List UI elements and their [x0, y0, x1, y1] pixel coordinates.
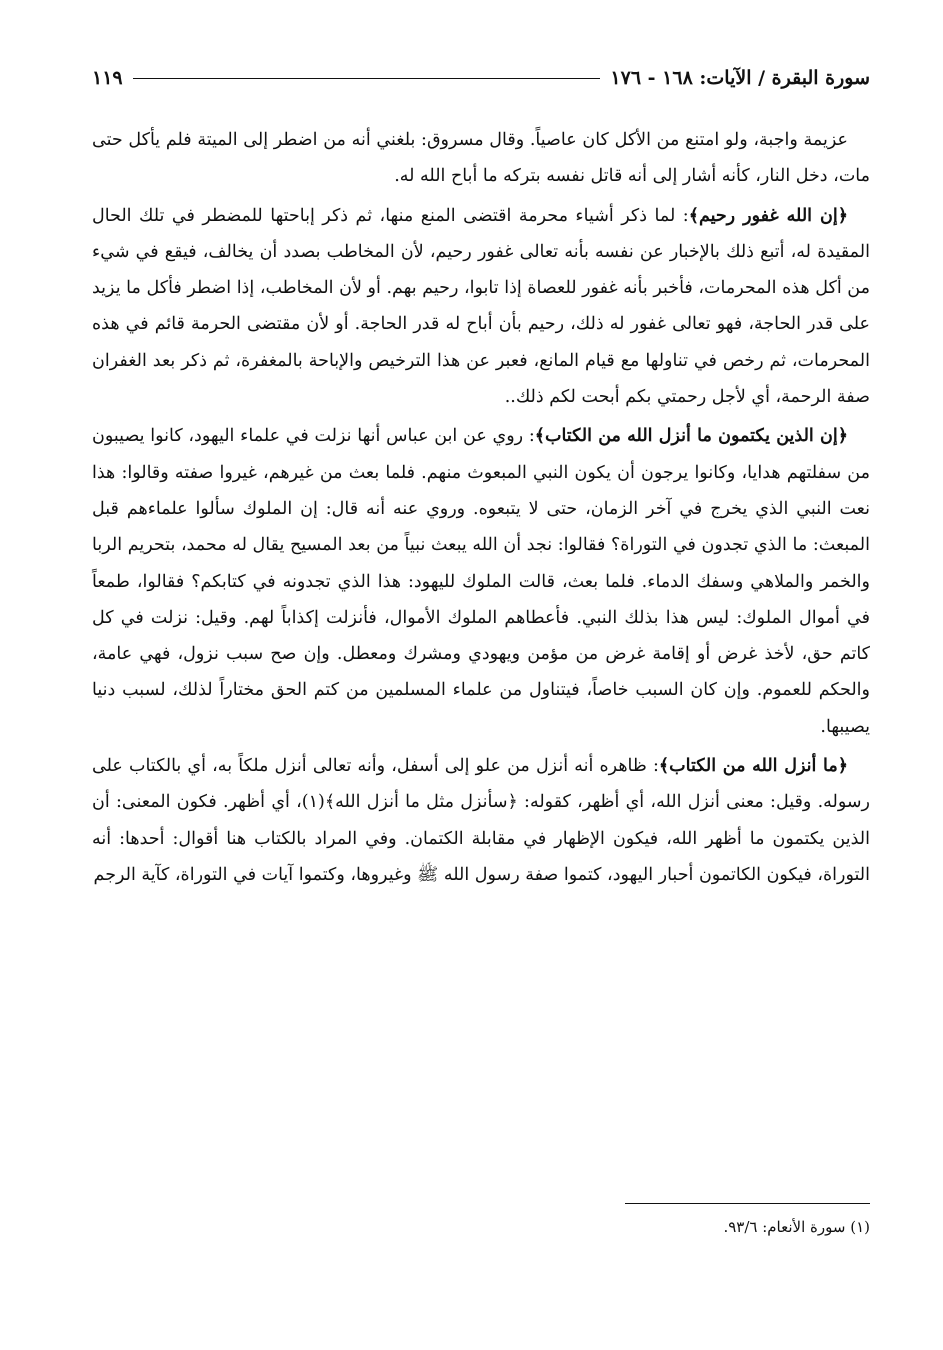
page-body: [92, 122, 870, 896]
header-rule: [133, 78, 601, 79]
page-number: ١١٩: [92, 67, 123, 89]
paragraph-4-lead: ﴿ما أنزل الله من الكتاب﴾: [658, 756, 848, 777]
paragraph-4: [92, 748, 870, 893]
page-header: [92, 58, 870, 98]
paragraph-3-text: : روي عن ابن عباس أنها نزلت في علماء اليهود، كانوا يصيبون من سفلتهم هدايا، وكانوا يرجون أن يكون النبي المبعوث منهم. فلما بعث من غيرهم، غيروا صفته وقالوا: هذا نعت النبي الذي يخرج في آخر الزمان، حتى لا يتبعوه. وروي عنه أنه قال: إن الملوك سألوا علماءهم قبل المبعث: ما الذي تجدون في التوراة؟ فقالوا: نجد أن الله يبعث نبياً من بعد المسيح يقال له محمد، بتحريم الربا والخمر والملاهي وسفك الدماء. فلما بعث، قالت الملوك لليهود: هذا الذي تجدونه في كتابكم؟ فقالوا، طمعاً في أموال الملوك: ليس هذا بذلك النبي. فأعطاهم الملوك الأموال، فأنزلت إكذاباً لهم. وقيل: نزلت في كل كاتم حق، لأخذ غرض أو إقامة غرض من مؤمن ويهودي ومشرك ومعطل. وإن صح سبب نزول، فهي عامة، والحكم للعموم. وإن كان السبب خاصاً، فيتناول من علماء المسلمين من كتم الحق مختاراً لذلك، لسبب دنيا يصيبها.: [92, 426, 870, 737]
paragraph-2: [92, 198, 870, 416]
paragraph-4-text: : ظاهره أنه أنزل من علو إلى أسفل، وأنه تعالى أنزل ملكاً به، أي بالكتاب على رسوله. وقيل: معنى أنزل الله، أي أظهر، كقوله: ﴿سأنزل مثل ما أنزل الله﴾(١)، أي أظهر. فكون المعنى: أن الذين يكتمون ما أظهر الله، فيكون الإظهار في مقابلة الكتمان. وفي المراد بالكتاب هنا أقوال: أحدها: أنه التوراة، فيكون الكاتمون أحبار اليهود، كتموا صفة رسول الله ﷺ وغيروها، وكتموا آيات في التوراة، كآية الرجم: [92, 756, 870, 885]
paragraph-1: [92, 122, 870, 195]
paragraph-2-lead: ﴿إن الله غفور رحيم﴾: [688, 205, 848, 226]
footnote: (١) سورة الأنعام: ٩٣/٦.: [723, 1218, 870, 1236]
footnote-rule: [625, 1203, 870, 1204]
paragraph-3: [92, 418, 870, 745]
paragraph-1-text: عزيمة واجبة، ولو امتنع من الأكل كان عاصياً. وقال مسروق: بلغني أنه من اضطر إلى الميتة فلم يأكل حتى مات، دخل النار، كأنه أشار إلى أنه قاتل نفسه بتركه ما أباح الله له.: [92, 130, 870, 187]
paragraph-2-text: : لما ذكر أشياء محرمة اقتضى المنع منها، ثم ذكر إباحتها للمضطر في تلك الحال المقيدة له، أتبع ذلك بالإخبار عن نفسه بأنه تعالى غفور رحيم، لأن المخاطب بصدد أن يخالف، فيقع في شيء من أكل هذه المحرمات، فأخبر بأنه غفور للعصاة إذا تابوا، رحيم بهم. أو لأن المخاطب، إذا اضطر فأكل ما يزيد على قدر الحاجة، فهو تعالى غفور له ذلك، رحيم بأن أباح له قدر الحاجة. أو لأن مقتضى الحرمة قائم في هذه المحرمات، ثم رخص في تناولها مع قيام المانع، فعبر عن هذا الترخيص والإباحة بالمغفرة، ثم ذكر بعد الغفران صفة الرحمة، أي لأجل رحمتي بكم أبحت لكم ذلك..: [92, 205, 870, 408]
paragraph-3-lead: ﴿إن الذين يكتمون ما أنزل الله من الكتاب﴾: [534, 426, 848, 447]
running-title: سورة البقرة / الآيات: ١٦٨ - ١٧٦: [610, 67, 870, 89]
